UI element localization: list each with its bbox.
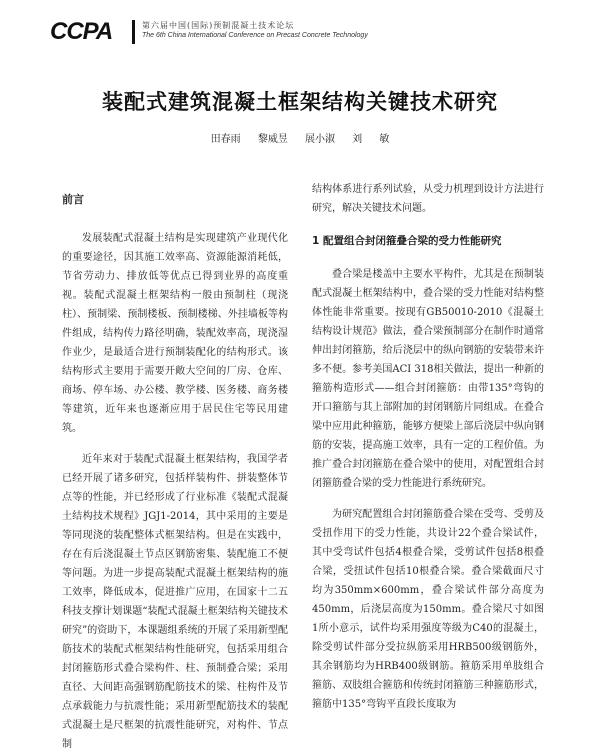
paragraph: 为研究配置组合封闭箍筋叠合梁在受弯、受剪及受扭作用下的受力性能，共设计22个叠合梁试件，其中受弯试件包括4根叠合梁，受剪试件包括8根叠合梁，受扭试件包括10根叠合梁。叠合梁截面尺寸均为350mm×600mm，叠合梁试件部分高度为450mm，后浇层高度为150mm。叠合梁尺寸如图1所小意示，试件均采用强度等级为C40的混凝土，除受剪试件部分受拉纵筋采用HRB500级钢筋外，其余钢筋均为HRB400级钢筋。箍筋采用单肢组合箍筋、双肢组合箍筋和传统封闭箍筋三种箍筋形式，箍筋中135°弯钩平直段长度取为 xyxy=(312,509,544,710)
ccpa-logo: CCPA xyxy=(50,18,113,45)
conference-name-en: The 6th China International Conference on Precast Concrete Technology xyxy=(142,32,368,39)
paragraph: 叠合梁是楼盖中主要水平构件，尤其是在预制装配式混凝土框架结构中，叠合梁的受力性能对结构整体性能非常重要。按现有GB50010-2010《混凝土结构设计规范》做法，叠合梁预制部分在制作时通常伸出封闭箍筋，给后浇层中的纵向钢筋的安装带来许多不便。参考美国ACI 318相关做法，提出一种新的箍筋构造形式——组合封闭箍筋：由带135°弯钩的开口箍筋与其上部附加的封闭钢筋片同组成。在叠合梁中应用此种箍筋，能够方便梁上部后浇层中纵向钢筋的安装，提高施工效率，具有一定的工程价值。为推广叠合封闭箍筋在叠合梁中的使用，对配置组合封闭箍筋叠合梁的受力性能进行系统研究。 xyxy=(312,269,544,489)
paper-title: 装配式建筑混凝土框架结构关键技术研究 xyxy=(102,90,498,114)
page-header xyxy=(50,16,550,50)
section-heading-preface: 前言 xyxy=(62,193,84,206)
conference-name-cn: 第六届中国(国际)预制混凝土技术论坛 xyxy=(142,21,295,30)
paragraph: 发展装配式混凝土结构是实现建筑产业现代化的重要途径，因其施工效率高、资源能源消耗低，节省劳动力、排放低等优点已得到业界的高度重视。装配式混凝土框架结构一般由预制柱（现浇柱）、预制梁、预制楼板、预制楼梯、外挂墙板等构件组成，结构传力路径明确，装配效率高，现浇湿作业少，是最适合进行预制装配化的结构形式。该结构形式主要用于需要开敞大空间的厂房、仓库、商场、停车场、办公楼、教学楼、医务楼、商务楼等建筑，近年来也逐渐应用于居民住宅等民用建筑。 xyxy=(62,233,288,434)
logo-divider xyxy=(132,20,135,44)
paragraph-continued: 结构体系进行系列试验，从受力机理到设计方法进行研究，解决关键技术问题。 xyxy=(312,184,544,214)
section-heading-1: 1 配置组合封闭箍叠合梁的受力性能研究 xyxy=(312,235,502,247)
paper-authors: 田春雨 黎威昱 展小淑 刘 敏 xyxy=(210,134,390,145)
paragraph: 近年来对于装配式混凝土框架结构，我国学者已经开展了诸多研究，包括样装构件、拼装整体节点等的性能，并已经形成了行业标准《装配式混凝土结构技术规程》JGJ1-2014，其中采用的主要是等同现浇的装配整体式框架结构。但是在实践中，存在有后浇混凝土节点区钢筋密集、装配施工不便等问题。为进一步提高装配式混凝土框架结构的施工效率，降低成本，促进推广应用，在国家十二五科技支撑计划课题“装配式混凝土框架结构关键技术研究”的资助下，本课题组系统的开展了采用新型配筋技术的装配式框架结构性能研究，包括采用组合封闭箍筋形式叠合梁构件、柱、预制叠合梁；采用直径、大间距高强钢筋配筋技术的梁、柱构件及节点承载能力与抗震性能；采用新型配筋技术的装配式混凝土是尺框架的抗震性能研究，对构件、节点制 xyxy=(62,454,288,750)
left-column xyxy=(62,178,288,754)
right-column xyxy=(312,180,544,714)
